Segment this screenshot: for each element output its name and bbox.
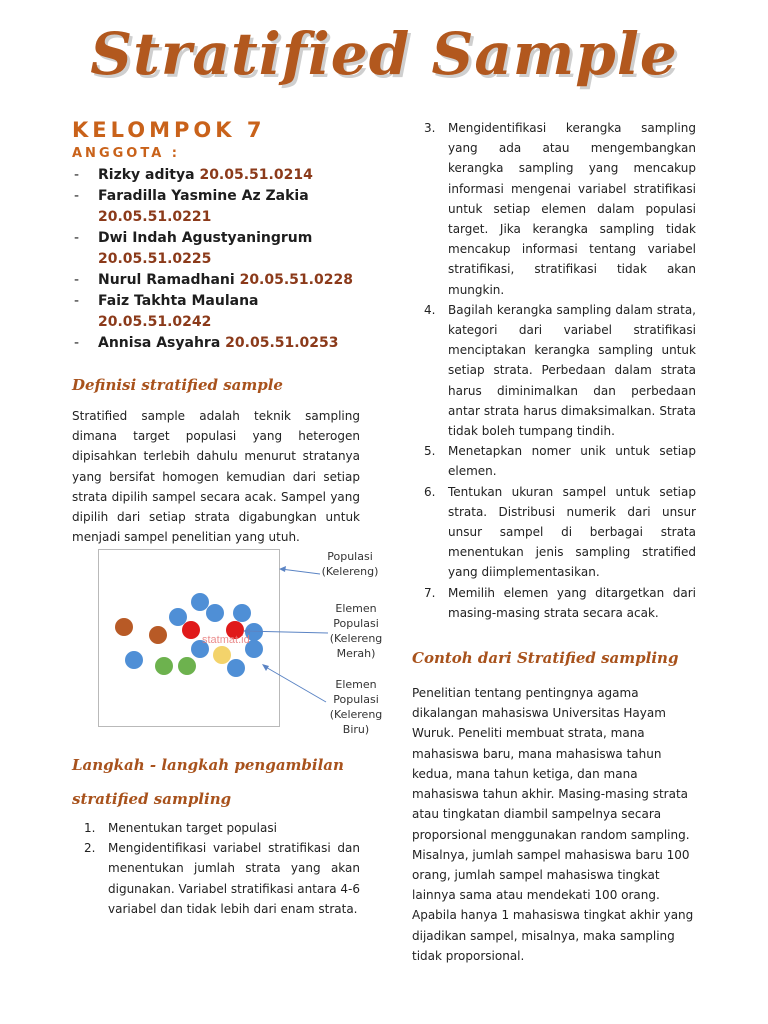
member-name: Faradilla Yasmine Az Zakia	[98, 188, 309, 204]
steps-heading	[72, 748, 360, 816]
member-item: - Rizky aditya 20.05.51.0214	[74, 167, 313, 183]
example-heading: Contoh dari Stratified sampling	[412, 649, 679, 668]
marble-brown	[149, 626, 167, 644]
watermark: statmat.id	[202, 634, 250, 646]
member-nim: 20.05.51.0221	[98, 209, 212, 225]
marble-blue	[169, 608, 187, 626]
member-name: Nurul Ramadhani	[98, 272, 235, 288]
member-nim: 20.05.51.0242	[98, 314, 212, 330]
arrowhead-blue	[262, 664, 269, 671]
member-nim: 20.05.51.0225	[98, 251, 212, 267]
marble-blue	[191, 593, 209, 611]
example-text: Penelitian tentang pentingnya agama dikalangan mahasiswa Universitas Hayam Wuruk. Peneliti membuat strata, mana mahasiswa baru, mana mahasiswa tahun kedua, mana tahun ketiga, dan mana mahasiswa tahun akhir. Masing-masing strata atau tingkatan diambil sampelnya secara proporsional menggunakan random sampling. Misalnya, jumlah sampel mahasiswa baru 100 orang, jumlah sampel mahasiswa tingkat lainnya sama atau mendekati 100 orang. Apabila hanya 1 mahasiswa tingkat akhir yang dijadikan sampel, misalnya, maka sampling tidak proporsional.	[412, 686, 694, 963]
arrow-population	[281, 569, 320, 574]
definition-text: Stratified sample adalah teknik sampling dimana target populasi yang heterogen dipisahkan terlebih dahulu menurut stratanya yang bersifat homogen kemudian dari setiap strata dipilih sampel secara acak. Sampel yang dipilih dari setiap strata digabungkan untuk menjadi sampel penelitian yang utuh.	[72, 409, 360, 545]
member-name: Annisa Asyahra	[98, 335, 221, 351]
arrowhead-population	[279, 566, 286, 572]
step-item: 5. Menetapkan nomer unik untuk setiap elemen.	[424, 444, 696, 479]
member-item: - Faradilla Yasmine Az Zakia 20.05.51.0221	[74, 188, 309, 225]
steps-list-right	[412, 118, 696, 623]
marble-blue	[125, 651, 143, 669]
member-nim: 20.05.51.0228	[239, 272, 353, 288]
marble-brown	[115, 618, 133, 636]
marble-green	[178, 657, 196, 675]
steps-list-left	[72, 818, 360, 919]
label-red-element: Elemen Populasi (Kelereng Merah)	[329, 602, 383, 660]
marble-green	[155, 657, 173, 675]
definition-heading: Definisi stratified sample	[72, 376, 283, 394]
marble-blue	[227, 659, 245, 677]
member-item: - Faiz Takhta Maulana 20.05.51.0242	[74, 293, 259, 330]
member-item: - Dwi Indah Agustyaningrum 20.05.51.0225	[74, 230, 313, 267]
steps-section-left	[72, 748, 360, 919]
step-item: 4. Bagilah kerangka sampling dalam strata, kategori dari variabel stratifikasi menciptakan kerangka sampling untuk setiap strata. Perbedaan dalam strata harus diminimalkan dan perbedaan antar strata harus dimaksimalkan. Strata tidak boleh tumpang tindih.	[424, 302, 696, 439]
steps-heading-line1: Langkah - langkah pengambilan	[72, 756, 344, 774]
label-population: Populasi (Kelereng)	[321, 550, 379, 578]
member-name: Dwi Indah Agustyaningrum	[98, 230, 313, 246]
right-column	[412, 118, 696, 966]
arrow-blue	[264, 666, 326, 702]
steps-heading-line2: stratified sampling	[72, 790, 232, 808]
member-name: Faiz Takhta Maulana	[98, 293, 259, 309]
group-heading: KELOMPOK 7	[72, 118, 266, 142]
step-item: 3. Mengidentifikasi kerangka sampling yang ada atau mengembangkan kerangka sampling yang mencakup informasi mengenai variabel stratifikasi untuk setiap elemen dalam populasi target. Jika kerangka sampling tidak mencakup informasi tentang variabel stratifikasi, stratifikasi tidak akan mungkin.	[424, 121, 696, 297]
step-item: 7. Memilih elemen yang ditargetkan dari masing-masing strata secara acak.	[424, 585, 696, 620]
member-nim: 20.05.51.0253	[225, 335, 339, 351]
marble-yellow	[213, 646, 231, 664]
step-item: 6. Tentukan ukuran sampel untuk setiap strata. Distribusi numerik dari unsur unsur sampel di berbagai strata menentukan jenis sampling stratified yang diimplementasikan.	[424, 484, 696, 580]
step-item: 2. Mengidentifikasi variabel stratifikasi dan menentukan jumlah strata yang akan digunakan. Variabel stratifikasi antara 4-6 variabel dan tidak lebih dari enam strata.	[84, 841, 360, 916]
label-blue-element: Elemen Populasi (Kelereng Biru)	[329, 678, 383, 736]
left-column	[72, 118, 360, 547]
page-title: Stratified Sample	[90, 20, 678, 88]
members-label: ANGGOTA :	[72, 146, 180, 161]
member-item: - Annisa Asyahra 20.05.51.0253	[74, 335, 339, 351]
marble-blue	[233, 604, 251, 622]
member-nim: 20.05.51.0214	[199, 167, 313, 183]
member-name: Rizky aditya	[98, 167, 195, 183]
member-list	[72, 165, 360, 354]
member-item: - Nurul Ramadhani 20.05.51.0228	[74, 272, 353, 288]
marble-blue	[206, 604, 224, 622]
marble-red	[182, 621, 200, 639]
step-item: 1. Menentukan target populasi	[84, 821, 277, 835]
